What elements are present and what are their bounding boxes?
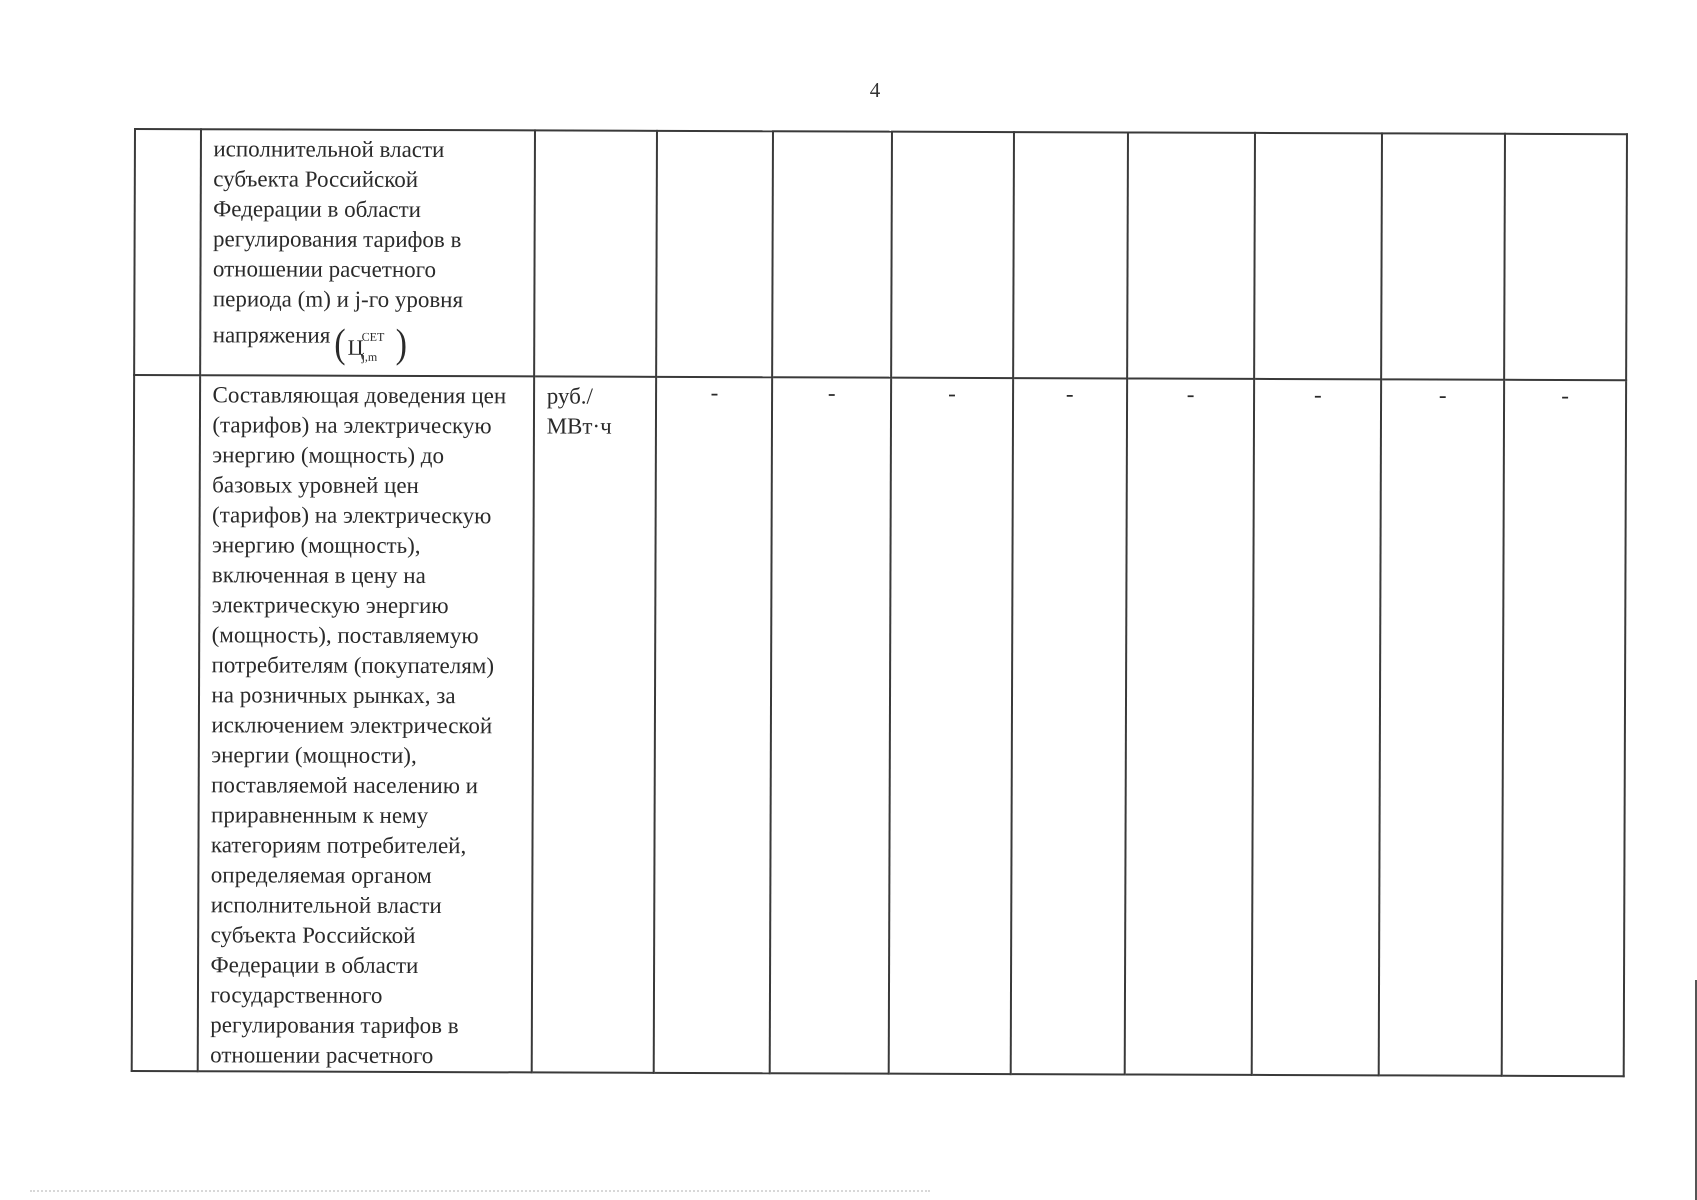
value-cell (1127, 132, 1256, 378)
description-cell (198, 375, 534, 1072)
formula-superscript: СЕТ (361, 329, 385, 344)
description-line: (мощность), поставляемую (211, 622, 479, 649)
description-line: государственного (210, 982, 383, 1008)
description-line: на розничных рынках, за (211, 682, 456, 709)
value-cell: - (770, 377, 891, 1073)
description-line: Федерации в области (210, 952, 419, 978)
value-cell (1255, 133, 1383, 379)
value-cell (1504, 134, 1627, 380)
description-line: энергию (мощность), (211, 532, 421, 559)
value-cell (772, 131, 892, 377)
description-line: периода (m) и j-го уровня (212, 286, 464, 313)
description-line: исполнительной власти (213, 136, 445, 163)
unit-cell (534, 130, 658, 376)
description-line: электрическую энергию (211, 592, 449, 619)
description-line: отношении расчетного (210, 1042, 434, 1069)
table-row (134, 129, 1627, 380)
description-line: базовых уровней цен (212, 472, 419, 498)
description-line: (тарифов) на электрическую (212, 502, 492, 529)
value-cell (1013, 132, 1128, 378)
description-line: отношении расчетного (212, 256, 437, 283)
description-line: регулирования тарифов в (213, 226, 462, 253)
description-line: поставляемой населению и (211, 772, 479, 799)
description-line: включенная в цену на (211, 562, 426, 589)
description-line: приравненным к нему (210, 802, 429, 829)
value-cell: - (1379, 379, 1504, 1075)
description-cell (201, 129, 535, 376)
unit-cell (531, 376, 656, 1072)
number-cell (134, 129, 201, 375)
description-line: субъекта Российской (210, 922, 416, 948)
value-cell: - (1252, 379, 1381, 1075)
description-line: категориям потребителей, (210, 832, 467, 859)
price-formula: (Ц СЕТ j,m ) (334, 330, 407, 363)
value-cell: - (1502, 380, 1626, 1076)
description-line: Федерации в области (213, 196, 422, 223)
description-line: исполнительной власти (210, 892, 442, 919)
page-number: 4 (869, 78, 881, 102)
value-cell (657, 131, 774, 377)
unit-line: руб./ (546, 383, 594, 409)
tariff-table (131, 128, 1628, 1077)
value-cell (1381, 133, 1505, 379)
value-cell (891, 132, 1014, 378)
formula-subscript: j,m (361, 349, 378, 364)
scan-artifact (30, 1190, 930, 1194)
description-line: субъекта Российской (213, 166, 419, 192)
value-cell: - (1011, 378, 1127, 1074)
unit-line: МВт·ч (546, 413, 612, 439)
table-row (132, 375, 1626, 1076)
description-line: регулирования тарифов в (210, 1012, 459, 1039)
value-cell: - (889, 378, 1013, 1074)
value-cell: - (1124, 378, 1254, 1074)
formula-symbol: Ц (347, 334, 364, 360)
number-cell (132, 375, 201, 1071)
description-line: (тарифов) на электрическую (212, 412, 492, 439)
description-line: исключением электрической (211, 712, 493, 739)
description-line: энергии (мощности), (211, 742, 417, 768)
description-line: Составляющая доведения цен (212, 382, 507, 409)
description-last-line (212, 320, 527, 367)
description-line: энергию (мощность) до (212, 442, 445, 469)
value-cell: - (654, 377, 772, 1073)
description-line: определяемая органом (210, 862, 432, 889)
description-line: напряжения (212, 322, 331, 348)
description-line: потребителям (покупателям) (211, 652, 495, 679)
